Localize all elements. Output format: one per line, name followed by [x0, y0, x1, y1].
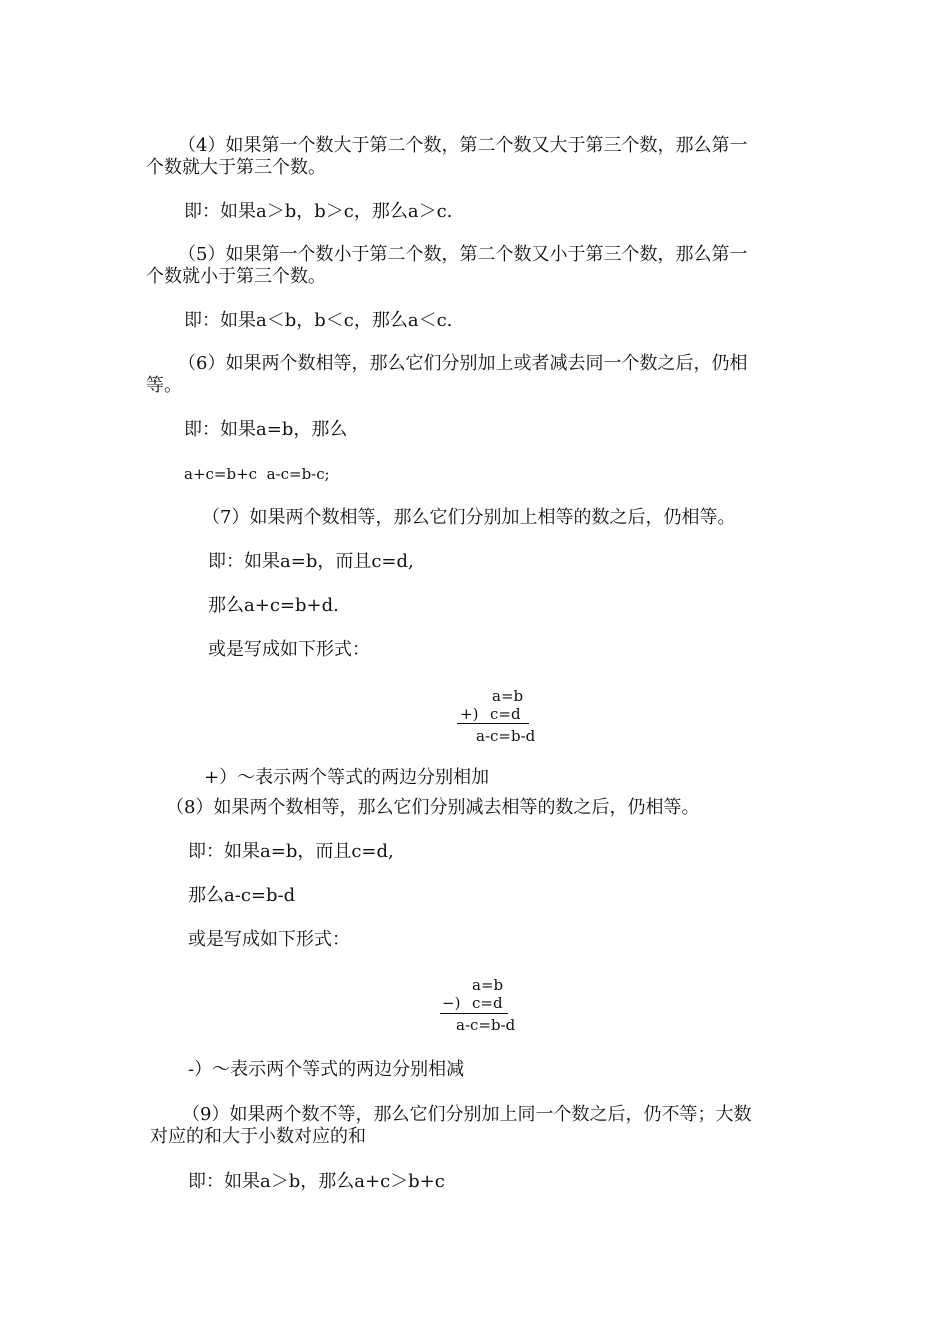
- rule-5-statement-line1: （5）如果第一个数小于第二个数，第二个数又小于第三个数，那么第一: [178, 244, 748, 265]
- rule-5-statement-line2: 个数就小于第三个数。: [146, 266, 326, 287]
- rule-7-note: +）～表示两个等式的两边分别相加: [204, 767, 490, 788]
- rule-6-example: 即：如果a=b，那么: [184, 419, 348, 440]
- rule-6-statement-line2: 等。: [146, 375, 182, 396]
- stack-top: a=b: [492, 687, 524, 705]
- rule-6-formula: a+c=b+c a-c=b-c;: [184, 465, 330, 483]
- rule-4-statement-line1: （4）如果第一个数大于第二个数，第二个数又大于第三个数，那么第一: [178, 135, 748, 156]
- stack-second: c=d: [472, 994, 503, 1012]
- rule-8-then: 那么a-c=b-d: [188, 885, 296, 906]
- stack-result: a-c=b-d: [456, 1016, 516, 1034]
- rule-7-form-intro: 或是写成如下形式：: [208, 639, 370, 660]
- rule-8-form-intro: 或是写成如下形式：: [188, 929, 350, 950]
- stack-operator: −): [442, 994, 461, 1012]
- rule-7-statement: （7）如果两个数相等，那么它们分别加上相等的数之后，仍相等。: [202, 507, 736, 528]
- rule-5-example: 即：如果a＜b，b＜c，那么a＜c.: [184, 310, 453, 331]
- stack-top: a=b: [472, 976, 504, 994]
- rule-9-statement-line2: 对应的和大于小数对应的和: [150, 1126, 366, 1147]
- stack-result: a-c=b-d: [476, 727, 536, 745]
- rule-7-example: 即：如果a=b，而且c=d,: [208, 551, 414, 572]
- rule-8-example: 即：如果a=b，而且c=d,: [188, 841, 394, 862]
- rule-4-statement-line2: 个数就大于第三个数。: [146, 157, 326, 178]
- stack-underline: [440, 1013, 508, 1014]
- rule-8-note: -）～表示两个等式的两边分别相减: [188, 1059, 465, 1080]
- rule-4-example: 即：如果a＞b，b＞c，那么a＞c.: [184, 201, 453, 222]
- rule-9-example: 即：如果a＞b，那么a+c＞b+c: [188, 1171, 445, 1192]
- rule-6-statement-line1: （6）如果两个数相等，那么它们分别加上或者减去同一个数之后，仍相: [178, 353, 748, 374]
- rule-9-statement-line1: （9）如果两个数不等，那么它们分别加上同一个数之后，仍不等；大数: [182, 1104, 752, 1125]
- stack-underline: [457, 723, 529, 724]
- stack-operator: +): [460, 705, 479, 723]
- stack-second: c=d: [490, 705, 521, 723]
- rule-8-statement: （8）如果两个数相等，那么它们分别减去相等的数之后，仍相等。: [166, 797, 700, 818]
- rule-7-then: 那么a+c=b+d.: [208, 595, 339, 616]
